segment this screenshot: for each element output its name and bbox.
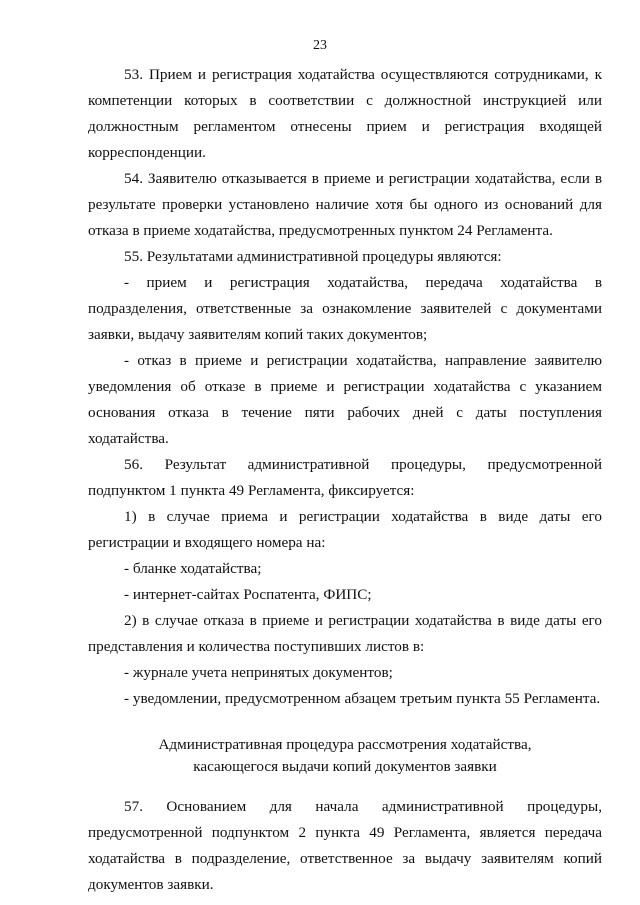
paragraph-55: 55. Результатами административной процедуры являются: [124, 248, 502, 265]
paragraph-53: 53. Прием и регистрация ходатайства осуществляются сотрудниками, к компетенции которых в соответствии с должностной инструкцией или должностным регламентом отнесены прием и регистрация входящей корреспонденции. [88, 66, 602, 161]
section-heading-line-2: касающегося выдачи копий документов заявки [193, 758, 497, 775]
paragraph-56-subitem-1: 1) в случае приема и регистрации ходатайства в виде даты его регистрации и входящего номера на: [88, 508, 602, 551]
paragraph-54: 54. Заявителю отказывается в приеме и регистрации ходатайства, если в результате проверки установлено наличие хотя бы одного из оснований для отказа в приеме ходатайства, предусмотренных пунктом 24 Регламента. [88, 170, 602, 239]
paragraph-56-subitem-1b: - интернет-сайтах Роспатента, ФИПС; [124, 586, 372, 603]
paragraph-56-subitem-2: 2) в случае отказа в приеме и регистрации ходатайства в виде даты его представления и количества поступивших листов в: [88, 612, 602, 655]
paragraph-56-subitem-1a: - бланке ходатайства; [124, 560, 262, 577]
paragraph-55-item-1: - прием и регистрация ходатайства, передача ходатайства в подразделения, ответственные за ознакомление заявителей с документами заявки, выдачу заявителям копий таких документов; [88, 274, 602, 343]
paragraph-56-subitem-2b: - уведомлении, предусмотренном абзацем третьим пункта 55 Регламента. [124, 690, 601, 707]
page-number: 23 [313, 38, 327, 53]
paragraph-57: 57. Основанием для начала административной процедуры, предусмотренной подпунктом 2 пункта 49 Регламента, является передача ходатайства в подразделение, ответственное за выдачу заявителям копий документов заявки. [88, 798, 602, 893]
section-heading-line-1: Административная процедура рассмотрения ходатайства, [158, 736, 532, 753]
document-body [88, 62, 602, 898]
paragraph-56-subitem-2a: - журнале учета непринятых документов; [124, 664, 393, 681]
paragraph-55-item-2: - отказ в приеме и регистрации ходатайства, направление заявителю уведомления об отказе в приеме и регистрации ходатайства с указанием основания отказа в течение пяти рабочих дней с даты поступления ходатайства. [88, 352, 602, 447]
section-heading [88, 734, 602, 778]
paragraph-56: 56. Результат административной процедуры, предусмотренной подпунктом 1 пункта 49 Регламента, фиксируется: [88, 456, 602, 499]
